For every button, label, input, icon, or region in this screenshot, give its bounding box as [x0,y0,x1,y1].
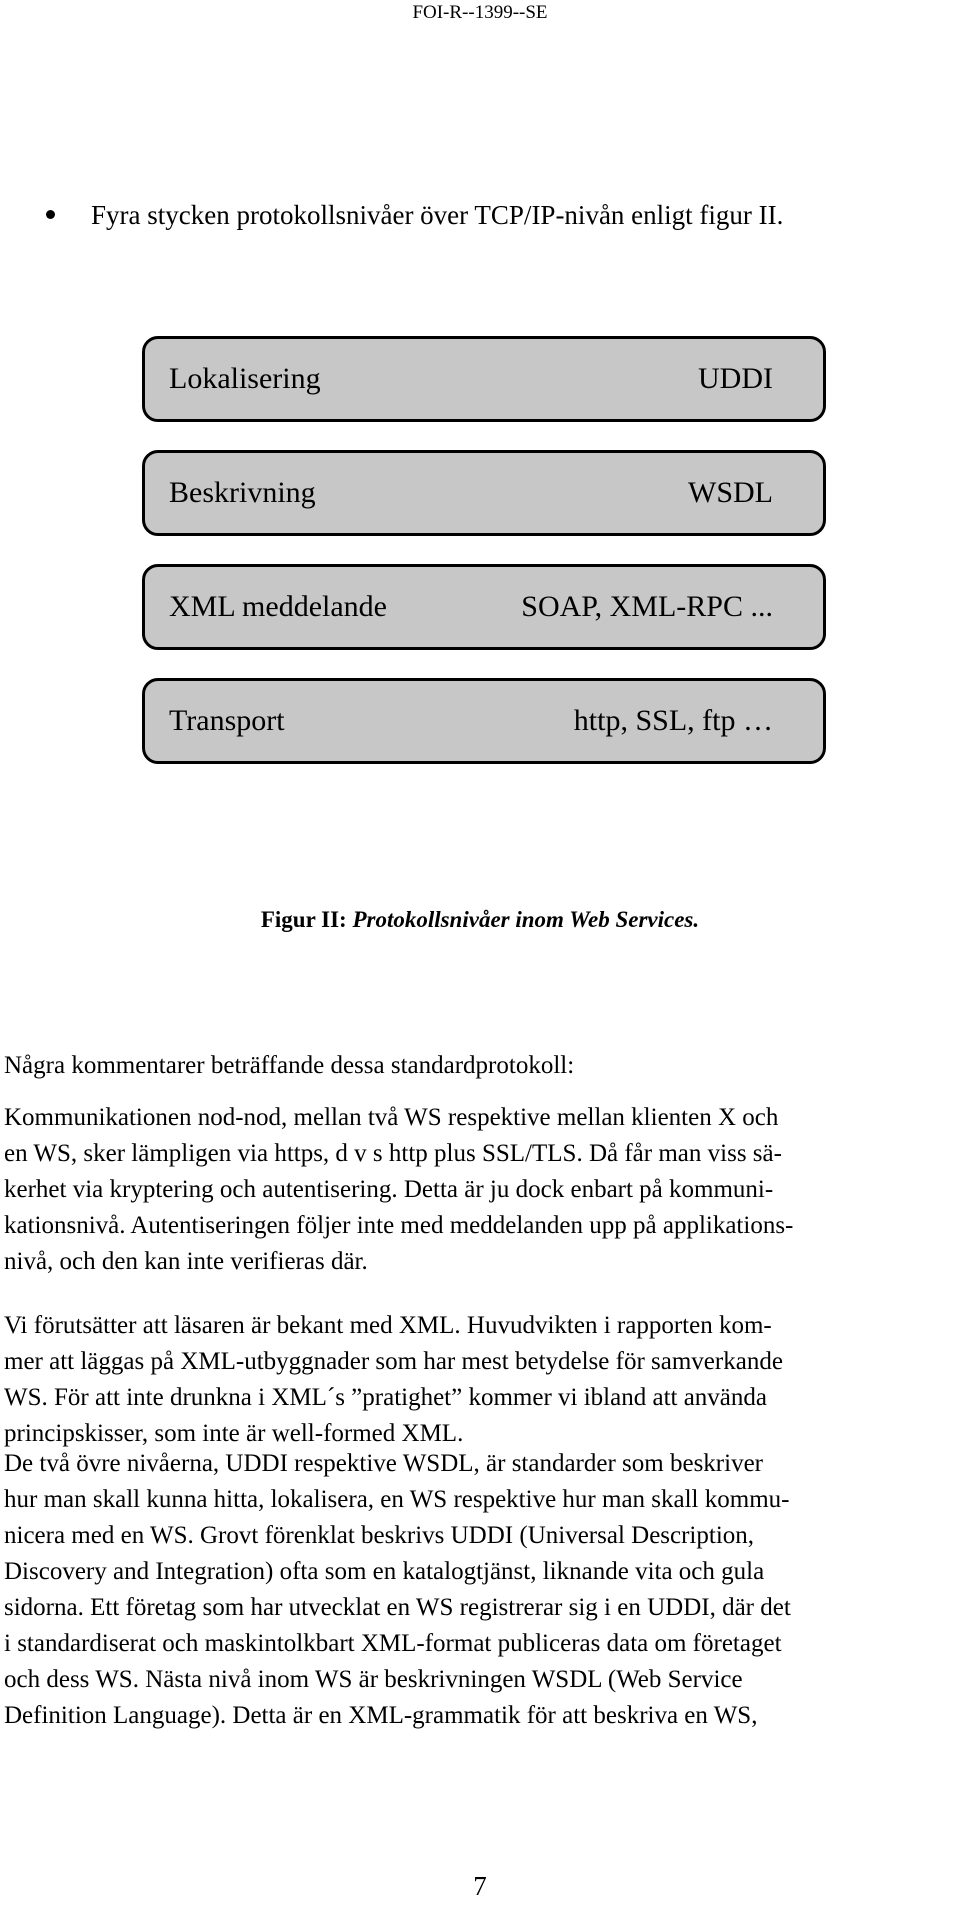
layer-box-description [142,450,826,536]
text-line: Vi förutsätter att läsaren är bekant med XML. Huvudvikten i rapporten kom- [4,1312,772,1339]
text-line: och dess WS. Nästa nivå inom WS är beskrivningen WSDL (Web Service [4,1666,743,1693]
layer-name: Beskrivning [169,476,316,509]
figure-caption [0,907,960,933]
bullet-item [46,200,783,231]
page-header: FOI-R--1399--SE [412,2,548,23]
text-line: hur man skall kunna hitta, lokalisera, en WS respektive hur man skall kommu- [4,1486,790,1513]
text-line: Definition Language). Detta är en XML-grammatik för att beskriva en WS, [4,1702,758,1729]
text-line: sidorna. Ett företag som har utvecklat en WS registrerar sig i en UDDI, där det [4,1594,791,1621]
layer-box-transport [142,678,826,764]
layer-name: Transport [169,704,285,737]
layer-box-localization [142,336,826,422]
layer-box-xml-message [142,564,826,650]
caption-label: Figur II: [260,907,347,932]
paragraph-xml [4,1308,948,1452]
layer-protocol: SOAP, XML-RPC ... [521,590,773,623]
text-line: De två övre nivåerna, UDDI respektive WSDL, är standarder som beskriver [4,1450,763,1477]
bullet-text: Fyra stycken protokollsnivåer över TCP/IP-nivån enligt figur II. [91,200,784,230]
paragraph-communication [4,1100,948,1280]
layer-protocol: WSDL [688,476,773,509]
text-line: nivå, och den kan inte verifieras där. [4,1248,368,1275]
layer-protocol: UDDI [698,362,773,395]
text-line: en WS, sker lämpligen via https, d v s http plus SSL/TLS. Då får man viss sä- [4,1140,782,1167]
page-number: 7 [473,1871,487,1901]
layer-name: Lokalisering [169,362,321,395]
caption-text: Protokollsnivåer inom Web Services. [352,907,700,932]
text-line: mer att läggas på XML-utbyggnader som har mest betydelse för samverkande [4,1348,783,1375]
text-line: kerhet via kryptering och autentisering. Detta är ju dock enbart på kommuni- [4,1176,774,1203]
layer-protocol: http, SSL, ftp … [573,704,773,737]
text-line: nicera med en WS. Grovt förenklat beskrivs UDDI (Universal Description, [4,1522,755,1549]
paragraph-uddi-wsdl [4,1446,948,1734]
text-line: Några kommentarer beträffande dessa standardprotokoll: [4,1052,575,1079]
bullet-icon [46,210,55,219]
text-line: Discovery and Integration) ofta som en katalogtjänst, liknande vita och gula [4,1558,765,1585]
text-line: kationsnivå. Autentiseringen följer inte med meddelanden upp på applikations- [4,1212,794,1239]
intro-paragraph [4,1048,948,1084]
text-line: principskisser, som inte är well-formed XML. [4,1420,464,1447]
text-line: i standardiserat och maskintolkbart XML-format publiceras data om företaget [4,1630,782,1657]
text-line: Kommunikationen nod-nod, mellan två WS respektive mellan klienten X och [4,1104,779,1131]
layer-name: XML meddelande [169,590,387,623]
text-line: WS. För att inte drunkna i XML´s ”pratighet” kommer vi ibland att använda [4,1384,768,1411]
